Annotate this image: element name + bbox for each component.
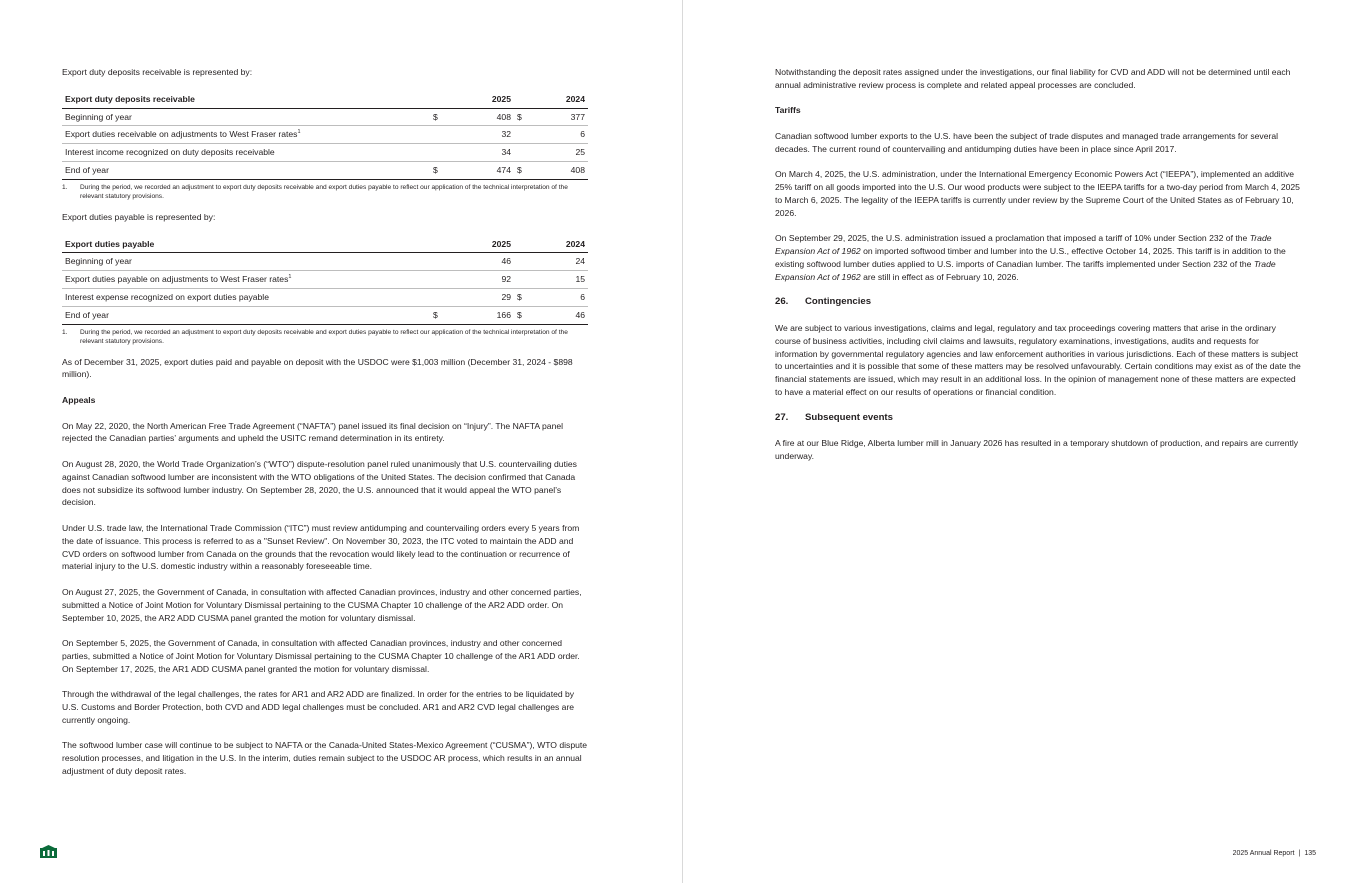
liability-paragraph: Notwithstanding the deposit rates assigned under the investigations, our final liability for CVD and ADD will not be determined until each annual administrative review process is complete and related appeal processes are concluded. xyxy=(775,67,1291,90)
contingencies-paragraph: We are subject to various investigations, claims and legal, regulatory and tax proceedings covering matters that arise in the ordinary course of business activities, including civil claims and lawsuits, regulatory examinations, investigations, audits and requests for information by governmental regulatory agencies and law enforcement authorities in various jurisdictions. Each of these matters is subject to uncertainties and it is possible that some of these matters may be resolved unfavourably. Certain conditions may exist as of the date the financial statements are issued, which may result in an additional loss. In the opinion of management none of these matters are expected to have a material effect on our results of operations or financial condition. xyxy=(775,322,1301,397)
payable-footnote: 1. During the period, we recorded an adjustment to export duty deposits receivable and export duties payable to reflect our application of the technical interpretation of the relevant statutory provisions. xyxy=(62,328,568,345)
deposits-footnote: 1. During the period, we recorded an adjustment to export duty deposits receivable and export duties payable to reflect our application of the technical interpretation of the relevant statutory provisions. xyxy=(62,183,568,200)
contingencies-heading: 26. Contingencies xyxy=(775,296,872,308)
table-row: Interest income recognized on duty deposits receivable 34 25 xyxy=(62,144,588,162)
west-fraser-logo-icon xyxy=(40,845,57,858)
table-row: Export duties payable on adjustments to West Fraser rates$^1$ 92 15 xyxy=(62,271,588,289)
payable-col-2024: 2024 xyxy=(528,236,588,253)
footnote-marker: 1 xyxy=(297,129,301,136)
deposits-col-2024: 2024 xyxy=(528,91,588,108)
payable-table-header: Export duties payable xyxy=(62,236,430,253)
subsequent-events-heading: 27. Subsequent events xyxy=(775,411,893,423)
deposit-summary: As of December 31, 2025, export duties paid and payable on deposit with the USDOC were $1,003 million (December 31, 2024 - $898 million). xyxy=(62,356,573,380)
left-column xyxy=(62,66,588,791)
report-title: 2025 Annual Report xyxy=(1232,850,1295,857)
footer-separator: | xyxy=(1298,850,1301,857)
table-row: Beginning of year 46 24 xyxy=(62,253,588,271)
tariffs-heading: Tariffs xyxy=(775,105,801,116)
footnote-marker: 1 xyxy=(288,274,292,281)
deposits-table xyxy=(62,91,588,180)
table-row: Beginning of year $ 408 $ 377 xyxy=(62,108,588,126)
appeals-paragraph: The softwood lumber case will continue to be subject to NAFTA or the Canada-United States-Mexico Agreement (“CUSMA”), WTO dispute resolution processes, and litigation in the U.S. In the interim, duties remain subject to the USDOC AR process, which results in an annual adjustment of duty deposit rates. xyxy=(62,740,588,777)
appeals-heading: Appeals xyxy=(62,394,96,405)
tariffs-paragraph: On September 29, 2025, the U.S. administration issued a proclamation that imposed a tariff of 10% under Section 232 of the Trade Expansion Act of 1962 on imported softwood timber and lumber into the U.S., effective October 14, 2025. This tariff is in addition to the existing softwood lumber duties applied to U.S. imports of Canadian lumber. The tariffs implemented under Section 232 of the Trade Expansion Act of 1962 are still in effect as of February 10, 2026. xyxy=(775,233,1286,282)
page-footer xyxy=(1233,850,1316,857)
right-page xyxy=(683,0,1365,883)
table-total-row: End of year $ 166 $ 46 xyxy=(62,306,588,324)
deposits-table-header: Export duty deposits receivable xyxy=(62,91,430,108)
appeals-paragraph: Through the withdrawal of the legal challenges, the rates for AR1 and AR2 ADD are finalized. In order for the entries to be liquidated by U.S. Customs and Border Protection, both CVD and ADD legal challenges must be concluded. AR1 and AR2 CVD legal challenges are currently ongoing. xyxy=(62,689,575,725)
payable-intro: Export duties payable is represented by: xyxy=(62,211,216,222)
payable-col-2025: 2025 xyxy=(444,236,514,253)
table-row: Interest expense recognized on export duties payable 29 $ 6 xyxy=(62,288,588,306)
payable-table xyxy=(62,236,588,325)
appeals-paragraph: On May 22, 2020, the North American Free Trade Agreement (“NAFTA”) panel issued its final decision on “Injury”. The NAFTA panel rejected the Canadian parties’ arguments and upheld the USITC remand determination in its entirety. xyxy=(62,420,564,444)
appeals-paragraph: Under U.S. trade law, the International Trade Commission (“ITC”) must review antidumping and countervailing orders every 5 years from the date of issuance. This process is referred to as a "Sunset Review". On November 30, 2023, the ITC voted to maintain the ADD and CVD orders on softwood lumber from Canada on the grounds that the revocation would likely lead to the continuation or recurrence of material injury to the U.S. domestic industry within a reasonably foreseeable time. xyxy=(62,522,580,572)
table-row: Export duties receivable on adjustments to West Fraser rates$^1$ 32 6 xyxy=(62,126,588,144)
tariffs-paragraph: Canadian softwood lumber exports to the U.S. have been the subject of trade disputes and managed trade arrangements for several decades. The current round of countervailing and antidumping duties have been in place since April 2017. xyxy=(775,130,1279,154)
table-total-row: End of year $ 474 $ 408 xyxy=(62,161,588,179)
deposits-col-2025: 2025 xyxy=(444,91,514,108)
left-page xyxy=(0,0,682,883)
page-number: 135 xyxy=(1304,850,1316,857)
tariffs-paragraph: On March 4, 2025, the U.S. administration, under the International Emergency Economic Powers Act (“IEEPA”), implemented an additive 25% tariff on all goods imported into the U.S. Our wood products were subject to the IEEPA tariffs for a two-day period from March 4, 2025 to March 6, 2025. The legality of the IEEPA tariffs is currently under review by the Supreme Court of the United States as of February 10, 2026. xyxy=(775,169,1300,218)
deposits-intro: Export duty deposits receivable is represented by: xyxy=(62,67,253,77)
appeals-paragraph: On August 28, 2020, the World Trade Organization’s (“WTO”) dispute-resolution panel ruled unanimously that U.S. countervailing duties against Canadian softwood lumber are inconsistent with the WTO obligations of the United States. The decision confirmed that Canada does not subsidize its softwood lumber industry. On September 28, 2020, the U.S. announced that it would appeal the WTO panel’s decision. xyxy=(62,458,577,508)
right-column xyxy=(775,66,1301,476)
appeals-paragraph: On August 27, 2025, the Government of Canada, in consultation with affected Canadian provinces, industry and other concerned parties, submitted a Notice of Joint Motion for Voluntary Dismissal pertaining to the CUSMA Chapter 10 challenge of the AR2 ADD order. On September 10, 2025, the AR2 ADD CUSMA panel granted the motion for voluntary dismissal. xyxy=(62,586,582,623)
subsequent-events-paragraph: A fire at our Blue Ridge, Alberta lumber mill in January 2026 has resulted in a temporary shutdown of production, and repairs are currently underway. xyxy=(775,438,1299,461)
appeals-paragraph: On September 5, 2025, the Government of Canada, in consultation with affected Canadian provinces, industry and other concerned parties, submitted a Notice of Joint Motion for Voluntary Dismissal pertaining to the CUSMA Chapter 10 challenge of the AR1 ADD order. On September 17, 2025, the AR1 ADD CUSMA panel granted the motion for voluntary dismissal. xyxy=(62,638,580,674)
